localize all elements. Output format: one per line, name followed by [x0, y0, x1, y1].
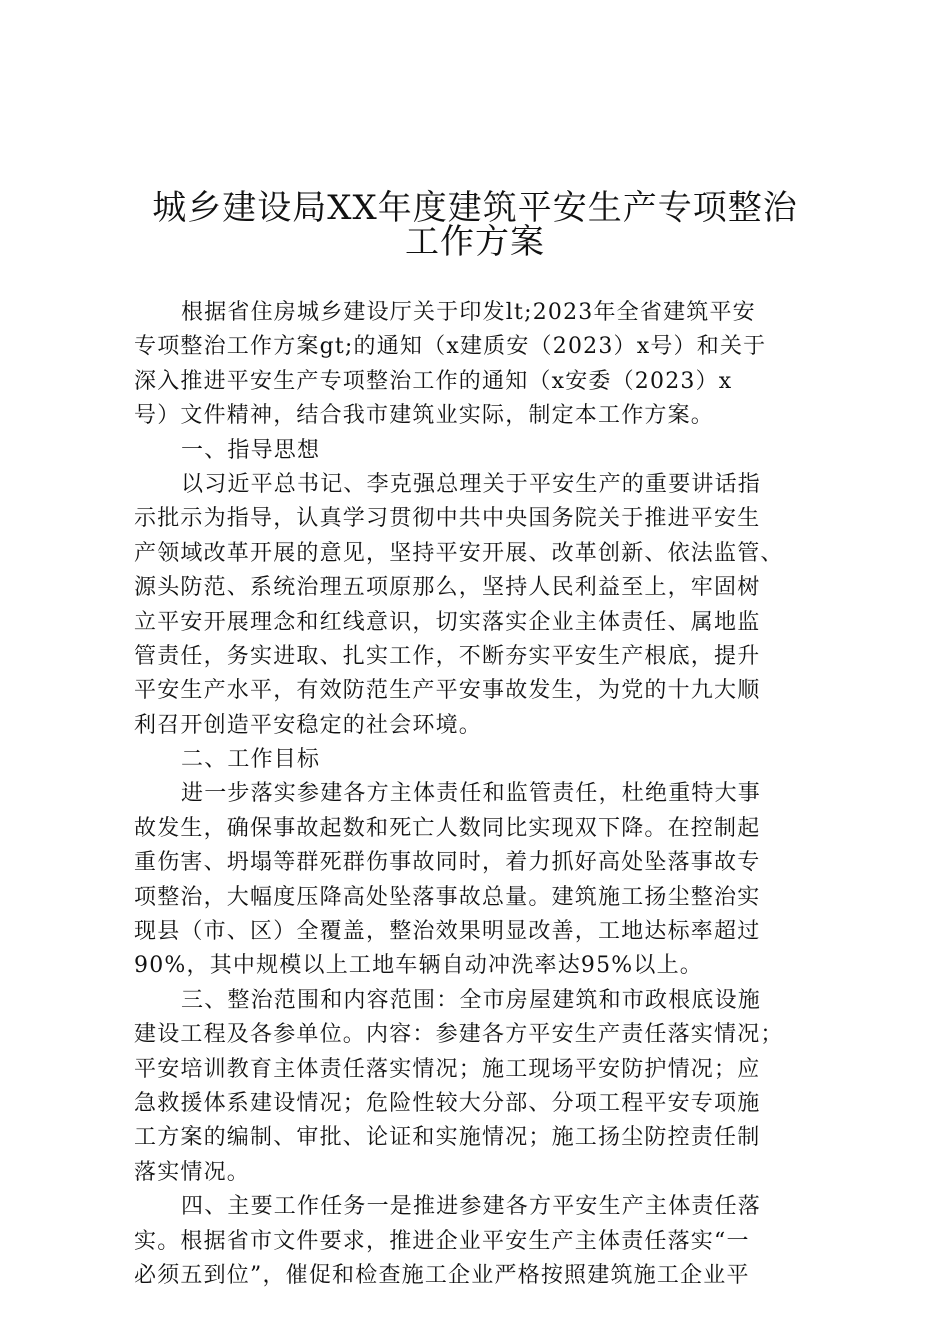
document-title-line-2: 工作方案 [405, 222, 545, 262]
paragraph-line: 建设工程及各参单位。内容：参建各方平安生产责任落实情况； [134, 1022, 784, 1048]
paragraph-line: 现县（市、区）全覆盖，整治效果明显改善，工地达标率超过 [134, 919, 761, 945]
paragraph-line: 故发生，确保事故起数和死亡人数同比实现双下降。在控制起 [134, 815, 761, 841]
document-title-line-1: 城乡建设局XX年度建筑平安生产专项整治 [152, 188, 798, 228]
paragraph-line: 三、整治范围和内容范围：全市房屋建筑和市政根底设施 [181, 987, 762, 1013]
section-heading: 二、工作目标 [181, 747, 321, 773]
paragraph-line: 立平安开展理念和红线意识，切实落实企业主体责任、属地监 [134, 609, 761, 635]
paragraph-line: 必须五到位”，催促和检查施工企业严格按照建筑施工企业平 [134, 1262, 750, 1288]
section-heading: 一、指导思想 [181, 437, 321, 463]
paragraph-line: 根据省住房城乡建设厅关于印发lt;2023年全省建筑平安 [181, 300, 756, 325]
paragraph-line: 深入推进平安生产专项整治工作的通知（x安委（2023）x [134, 368, 733, 394]
paragraph-line: 工方案的编制、审批、论证和实施情况；施工扬尘防控责任制 [134, 1125, 761, 1151]
paragraph-line: 四、主要工作任务一是推进参建各方平安生产主体责任落 [181, 1194, 762, 1220]
paragraph-line: 专项整治工作方案gt;的通知（x建质安（2023）x号）和关于 [134, 334, 767, 360]
paragraph-line: 以习近平总书记、李克强总理关于平安生产的重要讲话指 [181, 471, 762, 497]
paragraph-line: 实。根据省市文件要求，推进企业平安生产主体责任落实“一 [134, 1228, 750, 1254]
paragraph-line: 源头防范、系统治理五项原那么，坚持人民利益至上，牢固树 [134, 575, 761, 601]
paragraph-line: 项整治，大幅度压降高处坠落事故总量。建筑施工扬尘整治实 [134, 884, 761, 910]
paragraph-line: 利召开创造平安稳定的社会环境。 [134, 712, 483, 738]
paragraph-line: 重伤害、坍塌等群死群伤事故同时，着力抓好高处坠落事故专 [134, 850, 761, 876]
document-body [134, 296, 824, 1293]
paragraph-line: 管责任，务实进取、扎实工作，不断夯实平安生产根底，提升 [134, 643, 761, 669]
paragraph-line: 进一步落实参建各方主体责任和监管责任，杜绝重特大事 [181, 781, 762, 807]
paragraph-line: 示批示为指导，认真学习贯彻中共中央国务院关于推进平安生 [134, 506, 761, 532]
paragraph-line: 产领域改革开展的意见，坚持平安开展、改革创新、依法监管、 [134, 540, 784, 566]
paragraph-line: 号）文件精神，结合我市建筑业实际，制定本工作方案。 [134, 403, 715, 429]
paragraph-line: 落实情况。 [134, 1159, 251, 1185]
paragraph-line: 平安生产水平，有效防范生产平安事故发生，为党的十九大顺 [134, 678, 761, 704]
paragraph-line: 急救援体系建设情况；危险性较大分部、分项工程平安专项施 [134, 1090, 761, 1116]
paragraph-line: 平安培训教育主体责任落实情况；施工现场平安防护情况；应 [134, 1056, 761, 1082]
paragraph-line: 90%，其中规模以上工地车辆自动冲洗率达95%以上。 [134, 953, 703, 979]
